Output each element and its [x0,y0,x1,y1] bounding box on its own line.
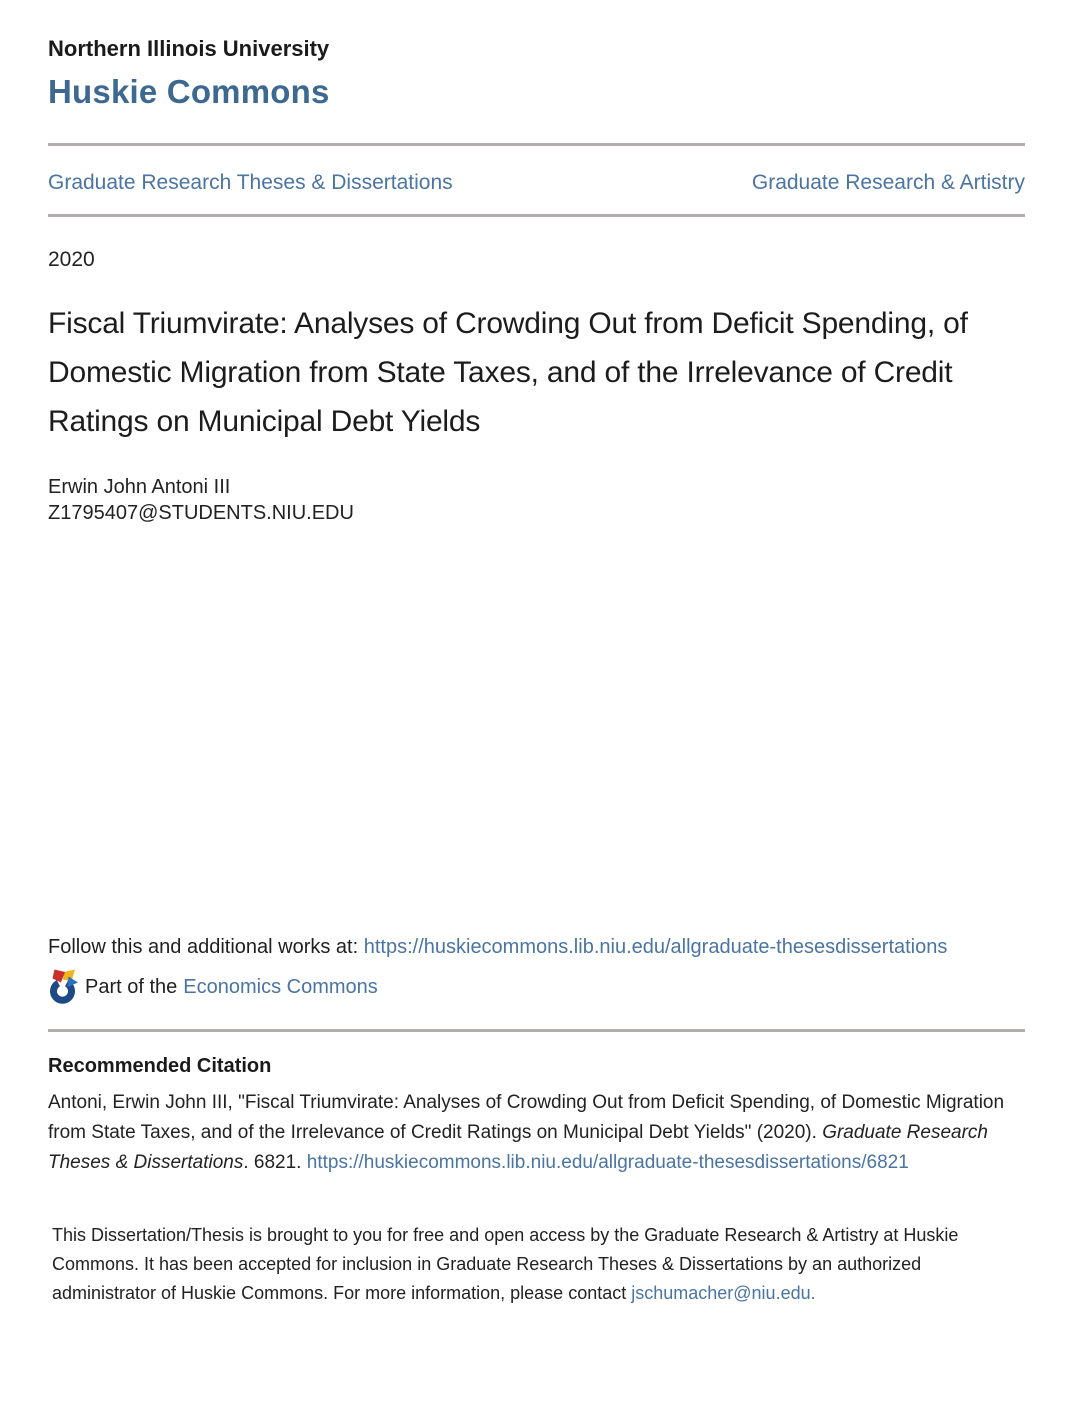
work-title: Fiscal Triumvirate: Analyses of Crowding Out from Deficit Spending, of Domestic Migration from State Taxes, and of the Irrelevance of Credit Ratings on Municipal Debt Yields [48,307,968,438]
author-block [48,474,1025,526]
citation-source-italic: Graduate Research Theses & Dissertations [48,1122,989,1173]
repository-home-link[interactable]: Huskie Commons [48,73,330,110]
citation-url-link[interactable]: https://huskiecommons.lib.niu.edu/allgraduate-thesesdissertations/6821 [306,1152,909,1173]
institution-name: Northern Illinois University [48,36,330,61]
part-of-label: Part of the [85,975,178,998]
access-statement-text: This Dissertation/Thesis is brought to you for free and open access by the Graduate Research & Artistry at Huskie Commons. It has been accepted for inclusion in Graduate Research Theses & Dissertations by an authorized administrator of Huskie Commons. For more information, please contact [52,1225,959,1303]
nav-link-research-artistry[interactable]: Graduate Research & Artistry [751,171,1025,194]
divider [48,1029,1025,1032]
divider [48,143,1025,146]
follow-works-label: Follow this and additional works at: [48,936,364,958]
repository-cover-page [0,36,1080,1402]
follow-works-line [48,934,1025,960]
collection-nav [48,170,1025,196]
author-name: Erwin John Antoni III [48,476,231,498]
divider [48,214,1025,217]
citation-body-text: Antoni, Erwin John III, "Fiscal Triumvirate: Analyses of Crowding Out from Deficit Spending, of Domestic Migration from State Taxes, and of the Irrelevance of Credit Ratings on Municipal Debt Yields" (2020). [48,1092,1005,1143]
author-email: Z1795407@STUDENTS.NIU.EDU [48,502,354,524]
access-statement [48,1221,1012,1308]
citation-text [48,1088,1013,1178]
digital-commons-network-icon [48,968,79,1005]
publication-year: 2020 [48,248,95,271]
discipline-line [48,968,1025,1005]
economics-commons-link[interactable]: Economics Commons [183,975,378,998]
nav-link-theses-dissertations[interactable]: Graduate Research Theses & Dissertations [48,171,453,194]
collection-url-link[interactable]: https://huskiecommons.lib.niu.edu/allgraduate-thesesdissertations [363,936,948,958]
recommended-citation-heading: Recommended Citation [48,1055,272,1077]
access-statement-period: . [810,1283,816,1303]
citation-number: . 6821. [243,1152,307,1173]
contact-email-link[interactable]: jschumacher@niu.edu [631,1283,811,1303]
